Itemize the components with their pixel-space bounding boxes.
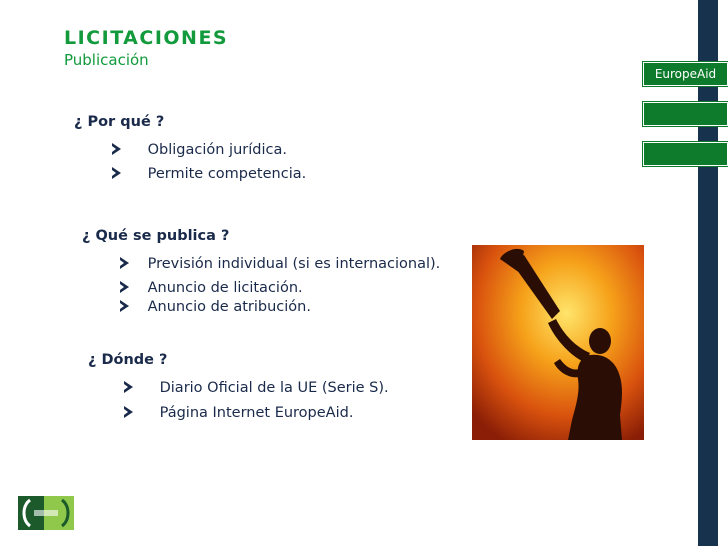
bullet-item: [124, 380, 389, 396]
bullet-item: [112, 142, 287, 158]
bullet-text: Página Internet EuropeAid.: [159, 405, 354, 421]
bullet-item: [120, 256, 440, 272]
question-que-se-publica: ¿ Qué se publica ?: [82, 228, 230, 244]
arrow-bullet-icon: [120, 281, 129, 293]
europeaid-badge-label: EuropeAid: [654, 67, 717, 81]
arrow-bullet-icon: [124, 406, 133, 418]
bullet-text: Anuncio de atribución.: [147, 299, 311, 315]
bullet-text: Diario Oficial de la UE (Serie S).: [159, 380, 389, 396]
green-block-2: [643, 102, 728, 126]
question-donde: ¿ Dónde ?: [88, 352, 168, 368]
megaphone-silhouette-image: [472, 245, 644, 440]
page-subtitle: Publicación: [64, 51, 149, 69]
arrow-bullet-icon: [120, 257, 129, 269]
bullet-item: [120, 299, 311, 315]
europeaid-badge: [643, 62, 728, 86]
organization-logo: [18, 496, 74, 530]
question-por-que: ¿ Por qué ?: [74, 114, 165, 130]
bullet-text: Permite competencia.: [147, 166, 307, 182]
bullet-item: [124, 405, 353, 421]
arrow-bullet-icon: [124, 381, 133, 393]
green-block-3: [643, 142, 728, 166]
arrow-bullet-icon: [112, 167, 121, 179]
arrow-bullet-icon: [112, 143, 121, 155]
arrow-bullet-icon: [120, 300, 129, 312]
page-title: LICITACIONES: [64, 27, 229, 49]
bullet-text: Obligación jurídica.: [147, 142, 287, 158]
bullet-text: Previsión individual (si es internacional).: [147, 256, 441, 272]
bullet-item: [112, 166, 306, 182]
bullet-text: Anuncio de licitación.: [147, 280, 303, 296]
bullet-item: [120, 280, 303, 296]
